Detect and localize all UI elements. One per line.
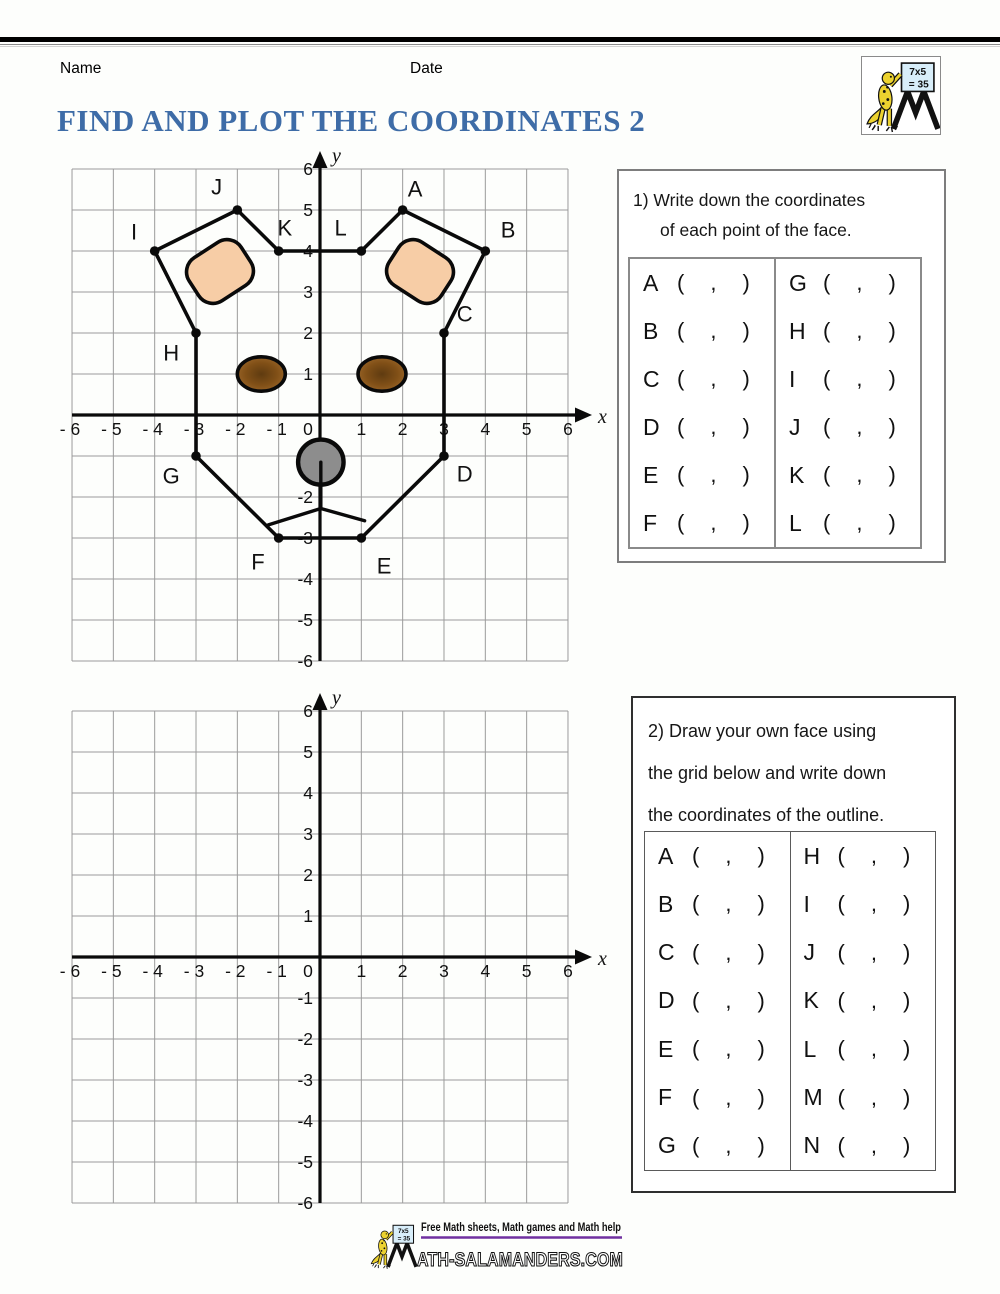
point-letter: E xyxy=(658,1035,674,1062)
y-tick-label: 2 xyxy=(303,865,313,885)
y-axis-arrow xyxy=(313,693,328,710)
y-axis-label: y xyxy=(332,145,341,167)
point-letter: B xyxy=(658,890,674,917)
comma: , xyxy=(710,414,717,439)
coordinate-blank xyxy=(823,414,896,440)
coordinate-blank xyxy=(692,843,765,869)
paren-open: ( xyxy=(823,318,831,343)
coordinate-cell xyxy=(791,929,936,977)
coordinate-cell xyxy=(776,259,920,307)
x-tick-label: 2 xyxy=(397,419,408,439)
paren-close: ) xyxy=(742,318,750,343)
paren-open: ( xyxy=(692,939,700,965)
point-dot xyxy=(481,246,491,256)
coordinate-cell xyxy=(791,832,936,880)
paren-open: ( xyxy=(677,270,685,295)
comma: , xyxy=(725,891,732,917)
comma: , xyxy=(710,318,717,343)
y-tick-label: 3 xyxy=(303,282,313,302)
point-label: K xyxy=(277,215,293,241)
paren-close: ) xyxy=(757,1084,765,1110)
coordinate-cell xyxy=(791,1025,936,1073)
x-axis-arrow xyxy=(575,408,592,423)
coordinate-blank xyxy=(838,1133,911,1159)
eye xyxy=(237,357,285,391)
comma: , xyxy=(870,1132,877,1158)
ear xyxy=(180,233,260,310)
coordinate-blank xyxy=(823,318,896,344)
point-letter: B xyxy=(643,317,659,344)
coordinate-cell xyxy=(776,403,920,451)
y-tick-label: -6 xyxy=(297,1193,313,1213)
name-field-label: Name xyxy=(60,60,102,77)
x-tick-label: - 6 xyxy=(59,961,81,981)
coordinate-cell xyxy=(776,355,920,403)
coordinate-cell xyxy=(645,977,790,1025)
x-tick-label: - 3 xyxy=(183,961,205,981)
point-dot xyxy=(357,533,367,543)
comma: , xyxy=(870,1036,877,1062)
paren-open: ( xyxy=(677,414,685,439)
coordinate-cell xyxy=(776,307,920,355)
task2-instruction-line2: the grid below and write down xyxy=(648,763,887,783)
paren-close: ) xyxy=(742,462,750,487)
paren-open: ( xyxy=(692,891,700,917)
comma: , xyxy=(710,366,717,391)
paren-open: ( xyxy=(837,987,845,1013)
paren-close: ) xyxy=(742,366,750,391)
comma: , xyxy=(725,1036,732,1062)
x-tick-label: - 4 xyxy=(142,419,163,439)
point-letter: F xyxy=(658,1084,673,1111)
footer-logo-art xyxy=(371,1225,416,1269)
point-letter: I xyxy=(803,890,810,917)
paren-open: ( xyxy=(692,1132,700,1158)
point-letter: J xyxy=(789,413,801,440)
y-tick-label: 5 xyxy=(303,200,313,220)
comma: , xyxy=(725,1084,732,1110)
comma: , xyxy=(870,939,877,965)
coordinate-cell xyxy=(645,1122,790,1170)
coordinate-blank xyxy=(677,270,750,296)
x-tick-label: - 5 xyxy=(101,961,122,981)
y-axis-label: y xyxy=(332,687,341,709)
coordinate-cell xyxy=(630,451,774,499)
grid-layer xyxy=(60,687,607,1213)
paren-open: ( xyxy=(677,318,685,343)
table-column xyxy=(645,832,791,1170)
comma: , xyxy=(710,462,717,487)
paren-close: ) xyxy=(757,1132,765,1158)
paren-open: ( xyxy=(692,843,700,869)
coordinate-cell xyxy=(776,451,920,499)
task2-instruction-line3: the coordinates of the outline. xyxy=(648,805,885,825)
point-dot xyxy=(233,205,243,215)
top-rule-thin xyxy=(0,44,1000,45)
x-tick-label: - 1 xyxy=(266,419,287,439)
comma: , xyxy=(725,843,732,869)
point-label: G xyxy=(162,463,180,489)
point-label: J xyxy=(211,174,223,200)
point-letter: C xyxy=(658,939,675,966)
paren-close: ) xyxy=(902,1084,911,1110)
point-letter: A xyxy=(658,842,674,869)
page-title: FIND AND PLOT THE COORDINATES 2 xyxy=(57,103,646,138)
table-column xyxy=(791,832,936,1170)
coordinate-blank xyxy=(838,1036,911,1062)
date-field-label: Date xyxy=(410,60,443,77)
x-tick-label: 4 xyxy=(480,419,491,439)
point-letter: I xyxy=(789,365,796,392)
coordinate-cell xyxy=(630,307,774,355)
y-tick-label: 4 xyxy=(303,241,313,261)
paren-close: ) xyxy=(742,414,750,439)
point-letter: C xyxy=(643,365,660,392)
point-letter: L xyxy=(803,1035,817,1062)
coordinate-blank xyxy=(823,270,896,296)
paren-close: ) xyxy=(757,843,765,869)
point-letter: G xyxy=(658,1132,676,1159)
x-tick-label: 1 xyxy=(356,419,367,439)
paren-close: ) xyxy=(902,891,911,917)
y-tick-label: 6 xyxy=(303,159,313,179)
task1-coordinate-table xyxy=(628,257,922,549)
y-tick-label: 1 xyxy=(303,364,313,384)
paren-close: ) xyxy=(902,987,911,1013)
comma: , xyxy=(870,891,877,917)
x-tick-label: - 3 xyxy=(183,419,205,439)
comma: , xyxy=(870,1084,877,1110)
math-salamanders-logo xyxy=(861,56,941,135)
paren-close: ) xyxy=(742,510,750,535)
x-tick-label: 3 xyxy=(439,419,449,439)
comma: , xyxy=(725,1132,732,1158)
point-letter: A xyxy=(643,269,659,296)
paren-open: ( xyxy=(823,510,831,535)
point-label: C xyxy=(456,301,473,327)
point-letter: E xyxy=(643,461,659,488)
coordinate-cell xyxy=(645,1025,790,1073)
x-axis-arrow xyxy=(575,950,592,965)
point-letter: H xyxy=(789,317,806,344)
point-letter: K xyxy=(803,987,819,1014)
x-tick-label: - 1 xyxy=(266,961,287,981)
task1-box xyxy=(617,169,946,563)
comma: , xyxy=(725,939,732,965)
coordinate-cell xyxy=(630,259,774,307)
coordinate-blank xyxy=(692,1036,765,1062)
y-tick-label: -1 xyxy=(297,988,313,1008)
coordinate-blank xyxy=(677,510,750,536)
paren-open: ( xyxy=(823,270,831,295)
coordinate-cell xyxy=(645,832,790,880)
point-label: A xyxy=(407,176,423,202)
x-tick-label: - 6 xyxy=(59,419,81,439)
y-tick-label: -4 xyxy=(297,569,313,589)
point-dot xyxy=(274,533,284,543)
paren-open: ( xyxy=(823,414,831,439)
coordinate-blank xyxy=(838,940,911,966)
coordinate-cell xyxy=(630,499,774,547)
y-tick-label: -2 xyxy=(297,487,313,507)
x-tick-label: 6 xyxy=(563,961,573,981)
comma: , xyxy=(856,510,863,535)
paren-close: ) xyxy=(757,1036,765,1062)
coordinate-blank xyxy=(838,843,911,869)
paren-open: ( xyxy=(692,1036,700,1062)
paren-open: ( xyxy=(837,939,845,965)
coordinate-blank xyxy=(692,988,765,1014)
x-tick-label: - 2 xyxy=(225,961,246,981)
point-dot xyxy=(274,246,284,256)
point-dot xyxy=(191,328,201,338)
point-label: I xyxy=(130,219,138,245)
paren-open: ( xyxy=(837,1084,845,1110)
coordinate-grid-empty xyxy=(42,684,617,1224)
task2-coordinate-table xyxy=(644,831,936,1171)
y-tick-label: -5 xyxy=(297,610,313,630)
point-dot xyxy=(439,328,449,338)
point-label: H xyxy=(163,340,180,366)
point-letter: J xyxy=(803,939,815,966)
paren-open: ( xyxy=(837,843,845,869)
paren-open: ( xyxy=(837,1036,845,1062)
point-dot xyxy=(357,246,367,256)
comma: , xyxy=(856,414,863,439)
paren-open: ( xyxy=(692,1084,700,1110)
coordinate-blank xyxy=(692,891,765,917)
x-tick-label: 5 xyxy=(521,961,532,981)
paren-open: ( xyxy=(837,891,845,917)
x-tick-label: 1 xyxy=(356,961,367,981)
coordinate-cell xyxy=(791,1122,936,1170)
footer-branding xyxy=(368,1214,648,1280)
y-tick-label: -6 xyxy=(297,651,313,671)
table-column xyxy=(630,259,776,547)
y-tick-label: -5 xyxy=(297,1152,313,1172)
point-letter: G xyxy=(789,269,807,296)
paren-open: ( xyxy=(837,1132,845,1158)
x-tick-label: 0 xyxy=(303,419,313,439)
y-tick-label: 5 xyxy=(303,742,313,762)
ear xyxy=(380,233,460,310)
comma: , xyxy=(856,318,863,343)
comma: , xyxy=(856,462,863,487)
x-tick-label: - 2 xyxy=(225,419,246,439)
point-letter: D xyxy=(658,987,675,1014)
paren-close: ) xyxy=(888,366,896,391)
coordinate-blank xyxy=(823,366,896,392)
paren-close: ) xyxy=(888,270,896,295)
coordinate-blank xyxy=(677,414,750,440)
paren-close: ) xyxy=(742,270,750,295)
paren-close: ) xyxy=(757,939,765,965)
comma: , xyxy=(710,510,717,535)
paren-open: ( xyxy=(677,366,685,391)
coordinate-cell xyxy=(791,1073,936,1121)
coordinate-blank xyxy=(838,891,911,917)
coordinate-blank xyxy=(823,462,896,488)
coordinate-blank xyxy=(692,940,765,966)
coordinate-blank xyxy=(692,1085,765,1111)
comma: , xyxy=(856,366,863,391)
point-letter: N xyxy=(803,1132,821,1159)
coordinate-grid-face xyxy=(42,142,617,682)
x-tick-label: 5 xyxy=(521,419,532,439)
point-label: E xyxy=(376,553,392,579)
coordinate-blank xyxy=(823,510,896,536)
task1-instruction-line2: of each point of the face. xyxy=(660,220,852,240)
point-dot xyxy=(439,451,449,461)
y-tick-label: -2 xyxy=(297,1029,313,1049)
task2-box xyxy=(631,696,956,1193)
coordinate-blank xyxy=(677,462,750,488)
paren-open: ( xyxy=(823,366,831,391)
mouth-line xyxy=(268,508,320,524)
point-dot xyxy=(398,205,408,215)
point-label: F xyxy=(251,549,265,575)
eye xyxy=(358,357,406,391)
x-tick-label: 0 xyxy=(303,961,313,981)
x-axis-label: x xyxy=(598,948,607,970)
grid-layer xyxy=(60,145,607,671)
coordinate-blank xyxy=(692,1133,765,1159)
y-tick-label: 2 xyxy=(303,323,313,343)
y-tick-label: -3 xyxy=(297,1070,313,1090)
x-tick-label: 4 xyxy=(480,961,491,981)
coordinate-cell xyxy=(645,880,790,928)
point-letter: F xyxy=(643,509,658,536)
y-tick-label: 4 xyxy=(303,783,313,803)
paren-close: ) xyxy=(888,462,896,487)
task1-instruction xyxy=(619,171,944,245)
x-tick-label: - 4 xyxy=(142,961,163,981)
comma: , xyxy=(725,987,732,1013)
coordinate-cell xyxy=(791,880,936,928)
paren-close: ) xyxy=(902,1036,911,1062)
point-label: B xyxy=(500,217,516,243)
point-dot xyxy=(150,246,160,256)
x-tick-label: 2 xyxy=(397,961,408,981)
paren-close: ) xyxy=(757,891,765,917)
comma: , xyxy=(856,270,863,295)
paren-close: ) xyxy=(888,414,896,439)
coordinate-cell xyxy=(630,355,774,403)
task2-instruction-line1: 2) Draw your own face using xyxy=(648,721,877,741)
coordinate-cell xyxy=(645,1073,790,1121)
x-axis-label: x xyxy=(598,406,607,428)
comma: , xyxy=(870,987,877,1013)
point-dot xyxy=(191,451,201,461)
point-letter: M xyxy=(803,1084,823,1111)
coordinate-cell xyxy=(791,977,936,1025)
paren-close: ) xyxy=(902,1132,911,1158)
paren-close: ) xyxy=(757,987,765,1013)
point-letter: D xyxy=(643,413,660,440)
y-tick-label: -3 xyxy=(297,528,313,548)
point-label: D xyxy=(456,461,473,487)
paren-close: ) xyxy=(902,939,911,965)
coordinate-blank xyxy=(838,988,911,1014)
paren-open: ( xyxy=(677,462,685,487)
coordinate-blank xyxy=(838,1085,911,1111)
x-tick-label: 3 xyxy=(439,961,449,981)
x-tick-label: 6 xyxy=(563,419,573,439)
task1-instruction-line1: 1) Write down the coordinates xyxy=(633,190,866,210)
paren-close: ) xyxy=(888,510,896,535)
footer-tagline: Free Math sheets, Math games and Math help xyxy=(421,1222,621,1234)
paren-open: ( xyxy=(692,987,700,1013)
point-letter: H xyxy=(803,842,821,869)
y-tick-label: 6 xyxy=(303,701,313,721)
coordinate-cell xyxy=(630,403,774,451)
x-tick-label: - 5 xyxy=(101,419,122,439)
top-rule-thick xyxy=(0,37,1000,42)
top-rule-light xyxy=(0,46,1000,47)
mouth-line xyxy=(321,508,365,520)
comma: , xyxy=(710,270,717,295)
coordinate-blank xyxy=(677,318,750,344)
paren-open: ( xyxy=(677,510,685,535)
point-letter: K xyxy=(789,461,805,488)
comma: , xyxy=(870,843,877,869)
paren-close: ) xyxy=(902,843,911,869)
point-label: L xyxy=(334,215,347,241)
coordinate-cell xyxy=(645,929,790,977)
y-axis-arrow xyxy=(313,151,328,168)
logo-art xyxy=(862,57,940,134)
y-tick-label: 3 xyxy=(303,824,313,844)
footer-site-wordmark: ATH-SALAMANDERS.COM xyxy=(417,1250,623,1271)
table-column xyxy=(776,259,920,547)
y-tick-label: 1 xyxy=(303,906,313,926)
paren-open: ( xyxy=(823,462,831,487)
coordinate-blank xyxy=(677,366,750,392)
y-tick-label: -4 xyxy=(297,1111,313,1131)
coordinate-cell xyxy=(776,499,920,547)
point-letter: L xyxy=(789,509,802,536)
paren-close: ) xyxy=(888,318,896,343)
task2-instruction xyxy=(633,698,954,836)
